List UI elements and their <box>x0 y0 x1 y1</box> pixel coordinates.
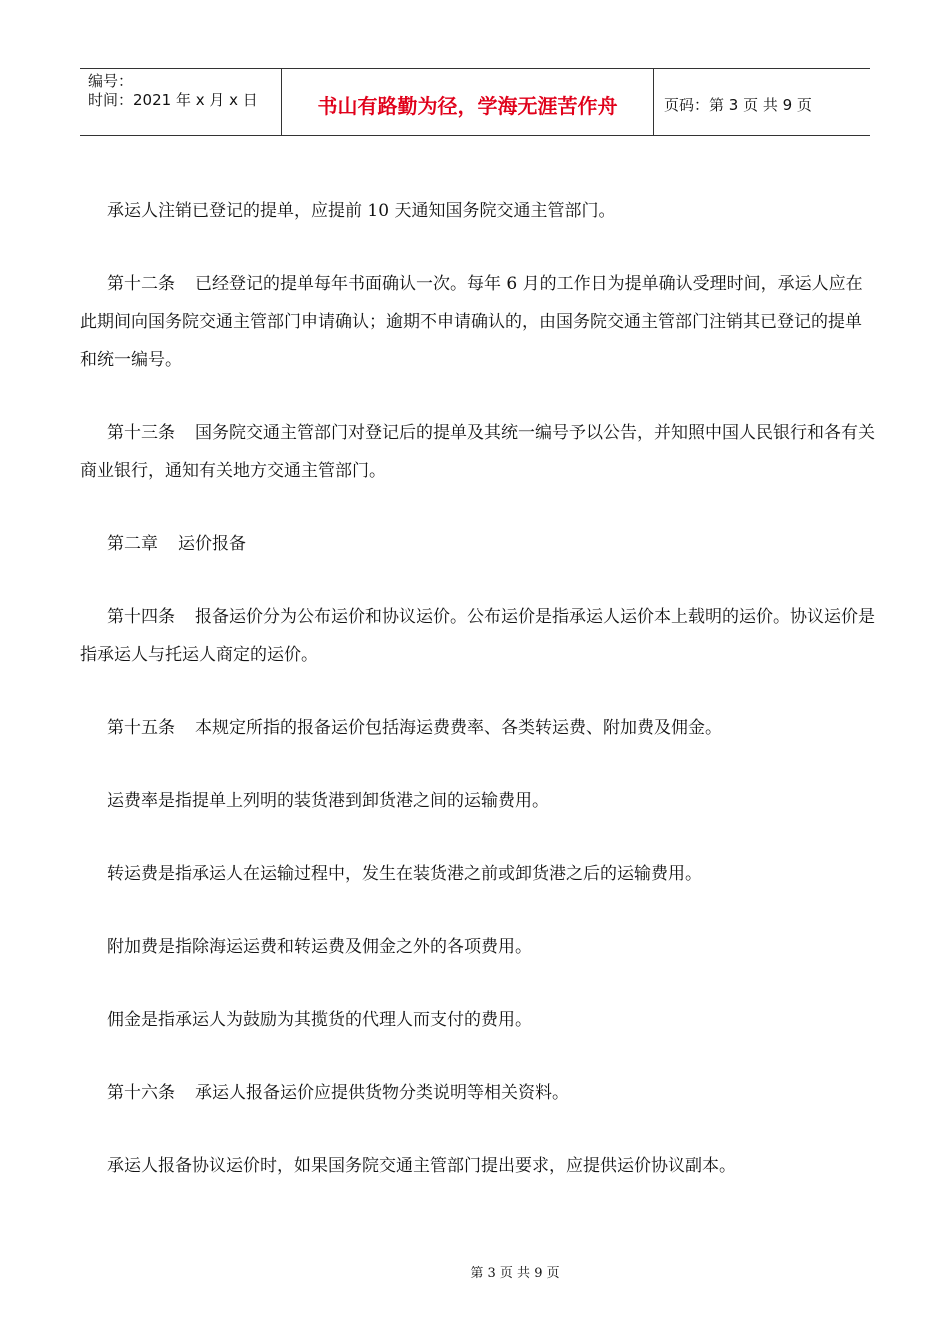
article-13 <box>80 414 877 490</box>
paragraph <box>80 782 877 820</box>
paragraph <box>80 928 877 966</box>
article-label: 第十三条 <box>107 423 175 443</box>
paragraph <box>80 192 877 230</box>
article-label: 第十四条 <box>107 607 175 627</box>
paragraph <box>80 1147 877 1185</box>
article-text: 已经登记的提单每年书面确认一次。每年 6 月的工作日为提单确认受理时间，承运人应在此期间向国务院交通主管部门申请确认；逾期不申请确认的，由国务院交通主管部门注销其已登记的提单和统一编号。 <box>80 274 863 370</box>
article-text: 承运人报备运价应提供货物分类说明等相关资料。 <box>195 1083 569 1103</box>
article-text: 本规定所指的报备运价包括海运费费率、各类转运费、附加费及佣金。 <box>195 718 722 738</box>
page-header <box>80 68 870 136</box>
article-12 <box>80 265 877 379</box>
header-motto: 书山有路勤为径，学海无涯苦作舟 <box>282 69 654 135</box>
chapter-title: 运价报备 <box>178 534 246 554</box>
paragraph <box>80 855 877 893</box>
chapter-label: 第二章 <box>107 534 158 554</box>
document-number-label: 编号： <box>88 72 134 90</box>
header-page-info: 页码：第 3 页 共 9 页 <box>664 95 812 114</box>
document-body <box>80 192 877 1220</box>
chapter-heading <box>80 525 877 563</box>
paragraph-text: 运费率是指提单上列明的装货港到卸货港之间的运输费用。 <box>107 791 549 811</box>
article-16 <box>80 1074 877 1112</box>
article-15 <box>80 709 877 747</box>
article-label: 第十五条 <box>107 718 175 738</box>
article-label: 第十二条 <box>107 274 175 294</box>
paragraph-text: 承运人报备协议运价时，如果国务院交通主管部门提出要求，应提供运价协议副本。 <box>107 1156 736 1176</box>
article-label: 第十六条 <box>107 1083 175 1103</box>
paragraph-text: 佣金是指承运人为鼓励为其揽货的代理人而支付的费用。 <box>107 1010 532 1030</box>
document-date-label: 时间：2021 年 x 月 x 日 <box>88 91 258 109</box>
paragraph-text: 附加费是指除海运运费和转运费及佣金之外的各项费用。 <box>107 937 532 957</box>
article-14 <box>80 598 877 674</box>
article-text: 报备运价分为公布运价和协议运价。公布运价是指承运人运价本上载明的运价。协议运价是指承运人与托运人商定的运价。 <box>80 607 875 665</box>
header-meta <box>80 69 282 135</box>
paragraph-text: 转运费是指承运人在运输过程中，发生在装货港之前或卸货港之后的运输费用。 <box>107 864 702 884</box>
paragraph-text: 承运人注销已登记的提单，应提前 10 天通知国务院交通主管部门。 <box>107 201 616 221</box>
page-footer <box>0 1262 950 1281</box>
article-text: 国务院交通主管部门对登记后的提单及其统一编号予以公告，并知照中国人民银行和各有关商业银行，通知有关地方交通主管部门。 <box>80 423 875 481</box>
footer-page-number: 第 3 页 共 9 页 <box>470 1266 560 1281</box>
paragraph <box>80 1001 877 1039</box>
